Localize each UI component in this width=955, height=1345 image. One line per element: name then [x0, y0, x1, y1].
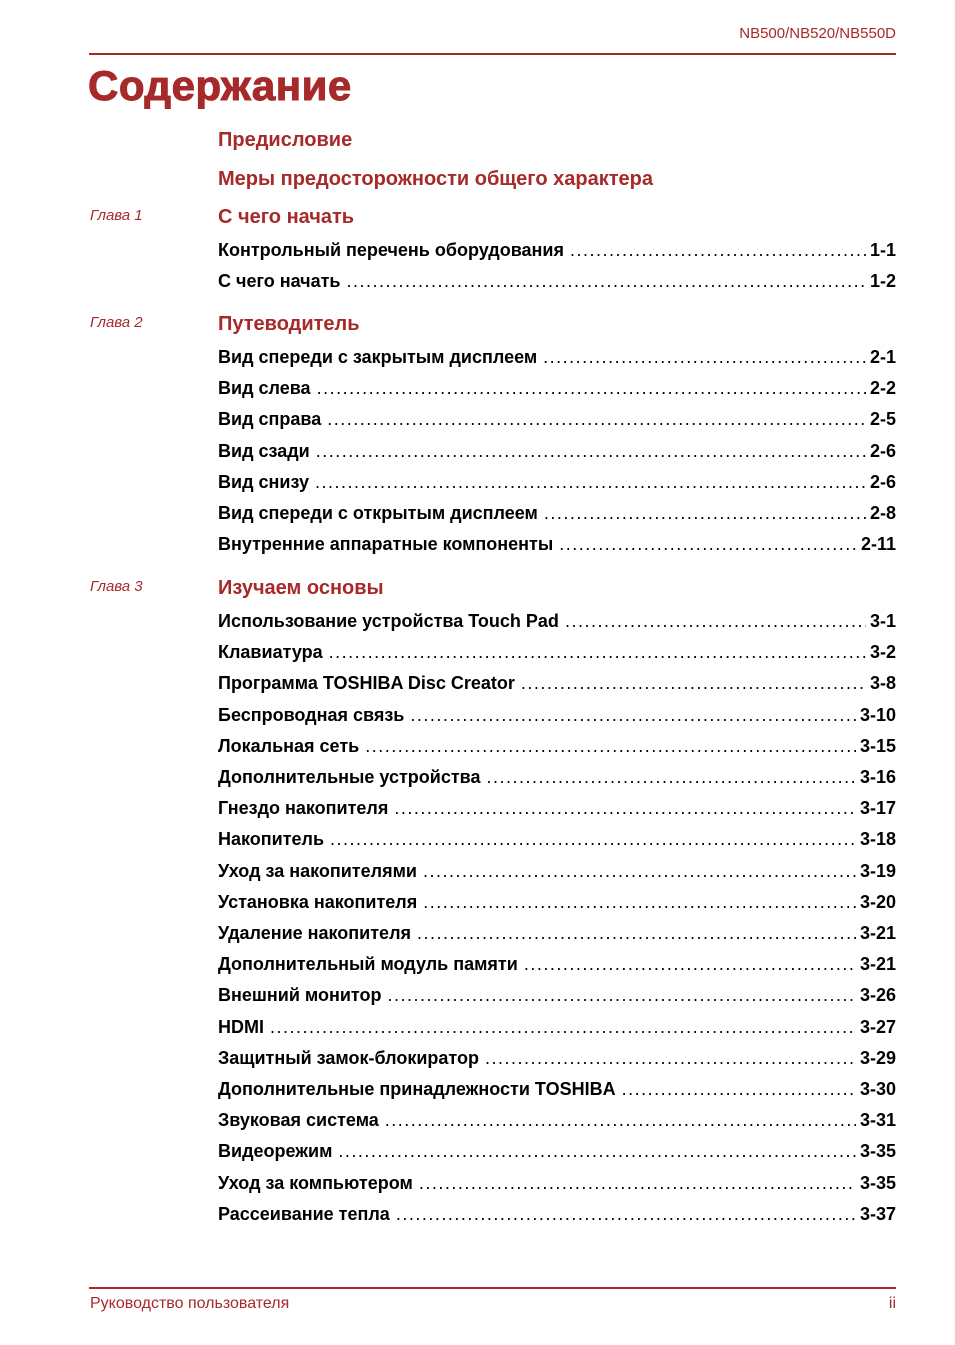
toc-entry[interactable] — [218, 767, 896, 789]
toc-entry-page: 3-15 — [859, 736, 896, 756]
chapter-label: Глава 2 — [90, 314, 143, 331]
toc-entry[interactable] — [218, 642, 896, 664]
toc-entry-title: С чего начать — [218, 271, 341, 291]
toc-entry-title: Программа TOSHIBA Disc Creator — [218, 673, 515, 693]
toc-entry[interactable] — [218, 1173, 896, 1195]
toc-entry-page: 3-21 — [859, 954, 896, 974]
toc-entry-page: 3-18 — [859, 829, 896, 849]
toc-entry[interactable] — [218, 1048, 896, 1070]
toc-entry-title: Дополнительный модуль памяти — [218, 954, 518, 974]
toc-entry-page: 2-6 — [869, 472, 896, 492]
toc-entry-title: Гнездо накопителя — [218, 798, 389, 818]
toc-entry-page: 3-35 — [859, 1141, 896, 1161]
toc-dot-leader — [570, 240, 866, 261]
toc-entry[interactable] — [218, 240, 896, 262]
toc-entry[interactable] — [218, 347, 896, 369]
toc-entry[interactable] — [218, 923, 896, 945]
toc-entry-page: 1-2 — [869, 271, 896, 291]
toc-entry-page: 2-6 — [869, 441, 896, 461]
toc-entry[interactable] — [218, 861, 896, 883]
toc-entry-title: Клавиатура — [218, 642, 323, 662]
toc-entry[interactable] — [218, 1204, 896, 1226]
toc-dot-leader — [365, 736, 856, 757]
toc-dot-leader — [315, 472, 866, 493]
toc-entry-page: 3-17 — [859, 798, 896, 818]
toc-dot-leader — [396, 1204, 856, 1225]
toc-entry-title: Рассеивание тепла — [218, 1204, 390, 1224]
toc-entry-title: HDMI — [218, 1017, 264, 1037]
toc-dot-leader — [521, 673, 866, 694]
toc-entry[interactable] — [218, 271, 896, 293]
toc-entry-page: 3-1 — [869, 611, 896, 631]
toc-entry[interactable] — [218, 1079, 896, 1101]
toc-entry-page: 3-16 — [859, 767, 896, 787]
footer-document-title: Руководство пользователя — [90, 1295, 290, 1312]
toc-entry-page: 3-29 — [859, 1048, 896, 1068]
toc-dot-leader — [423, 892, 856, 913]
toc-entry-title: Вид спереди с открытым дисплеем — [218, 503, 538, 523]
toc-dot-leader — [387, 985, 856, 1006]
toc-entry-title: Уход за компьютером — [218, 1173, 413, 1193]
toc-dot-leader — [329, 642, 866, 663]
toc-entry-title: Вид справа — [218, 409, 322, 429]
toc-entry-title: Внутренние аппаратные компоненты — [218, 534, 554, 554]
footer-page-number: ii — [888, 1295, 896, 1312]
toc-entry[interactable] — [218, 736, 896, 758]
toc-dot-leader — [419, 1173, 856, 1194]
toc-entry-page: 2-1 — [869, 347, 896, 367]
toc-entry[interactable] — [218, 705, 896, 727]
toc-dot-leader — [487, 767, 856, 788]
intro-heading[interactable]: Предисловие — [218, 129, 353, 151]
toc-dot-leader — [316, 441, 866, 462]
toc-entry-page: 2-8 — [869, 503, 896, 523]
toc-dot-leader — [559, 534, 857, 555]
toc-entry-page: 3-20 — [859, 892, 896, 912]
toc-entry[interactable] — [218, 985, 896, 1007]
toc-dot-leader — [423, 861, 856, 882]
toc-dot-leader — [270, 1017, 856, 1038]
toc-entry-title: Дополнительные принадлежности TOSHIBA — [218, 1079, 616, 1099]
toc-dot-leader — [394, 798, 856, 819]
toc-entry-page: 3-21 — [859, 923, 896, 943]
toc-entry-title: Звуковая система — [218, 1110, 379, 1130]
toc-entry-page: 2-5 — [869, 409, 896, 429]
toc-entry[interactable] — [218, 892, 896, 914]
toc-dot-leader — [622, 1079, 856, 1100]
toc-dot-leader — [338, 1141, 856, 1162]
toc-entry[interactable] — [218, 441, 896, 463]
toc-entry[interactable] — [218, 503, 896, 525]
toc-dot-leader — [410, 705, 856, 726]
toc-entry-title: Дополнительные устройства — [218, 767, 481, 787]
chapter-heading[interactable]: Изучаем основы — [218, 577, 384, 599]
toc-dot-leader — [544, 503, 866, 524]
toc-entry[interactable] — [218, 534, 896, 556]
toc-entry-title: Беспроводная связь — [218, 705, 405, 725]
toc-entry-page: 3-30 — [859, 1079, 896, 1099]
toc-entry-title: Видеорежим — [218, 1141, 333, 1161]
toc-entry-title: Накопитель — [218, 829, 325, 849]
toc-entry-title: Вид снизу — [218, 472, 309, 492]
toc-entry[interactable] — [218, 1141, 896, 1163]
footer-rule — [89, 1287, 896, 1289]
toc-dot-leader — [385, 1110, 856, 1131]
toc-dot-leader — [485, 1048, 856, 1069]
toc-entry[interactable] — [218, 472, 896, 494]
toc-entry-page: 2-2 — [869, 378, 896, 398]
toc-entry-title: Локальная сеть — [218, 736, 360, 756]
toc-entry[interactable] — [218, 798, 896, 820]
toc-entry-page: 3-27 — [859, 1017, 896, 1037]
chapter-heading[interactable]: С чего начать — [218, 206, 355, 228]
chapter-label: Глава 1 — [90, 207, 143, 224]
toc-dot-leader — [347, 271, 866, 292]
toc-entry-page: 2-11 — [860, 534, 896, 554]
header-model: NB500/NB520/NB550D — [739, 25, 896, 42]
toc-entry-page: 3-31 — [859, 1110, 896, 1130]
toc-dot-leader — [330, 829, 856, 850]
toc-dot-leader — [565, 611, 866, 632]
intro-heading[interactable]: Меры предосторожности общего характера — [218, 168, 653, 190]
toc-entry-title: Вид слева — [218, 378, 311, 398]
header-rule — [89, 53, 896, 55]
toc-entry-title: Вид спереди с закрытым дисплеем — [218, 347, 538, 367]
toc-dot-leader — [327, 409, 866, 430]
chapter-heading[interactable]: Путеводитель — [218, 313, 360, 335]
toc-entry[interactable] — [218, 673, 896, 695]
toc-entry-title: Установка накопителя — [218, 892, 418, 912]
toc-entry-page: 3-10 — [859, 705, 896, 725]
toc-entry-title: Внешний монитор — [218, 985, 382, 1005]
toc-dot-leader — [543, 347, 866, 368]
toc-entry-page: 3-19 — [859, 861, 896, 881]
toc-dot-leader — [417, 923, 856, 944]
toc-entry-title: Вид сзади — [218, 441, 310, 461]
toc-entry-title: Защитный замок-блокиратор — [218, 1048, 479, 1068]
toc-entry-page: 3-35 — [859, 1173, 896, 1193]
toc-entry-page: 3-2 — [869, 642, 896, 662]
toc-entry[interactable] — [218, 611, 896, 633]
toc-entry-page: 3-37 — [859, 1204, 896, 1224]
toc-entry-title: Контрольный перечень оборудования — [218, 240, 564, 260]
toc-entry-page: 3-8 — [869, 673, 896, 693]
toc-entry-page: 1-1 — [869, 240, 896, 260]
toc-entry-title: Уход за накопителями — [218, 861, 417, 881]
toc-entry[interactable] — [218, 1017, 896, 1039]
toc-entry-page: 3-26 — [859, 985, 896, 1005]
toc-dot-leader — [524, 954, 856, 975]
toc-entry[interactable] — [218, 829, 896, 851]
toc-entry[interactable] — [218, 409, 896, 431]
toc-entry-title: Использование устройства Touch Pad — [218, 611, 559, 631]
toc-dot-leader — [317, 378, 866, 399]
toc-entry[interactable] — [218, 1110, 896, 1132]
chapter-label: Глава 3 — [90, 578, 143, 595]
toc-entry[interactable] — [218, 378, 896, 400]
page-title: Содержание — [88, 62, 352, 109]
toc-entry[interactable] — [218, 954, 896, 976]
toc-entry-title: Удаление накопителя — [218, 923, 412, 943]
